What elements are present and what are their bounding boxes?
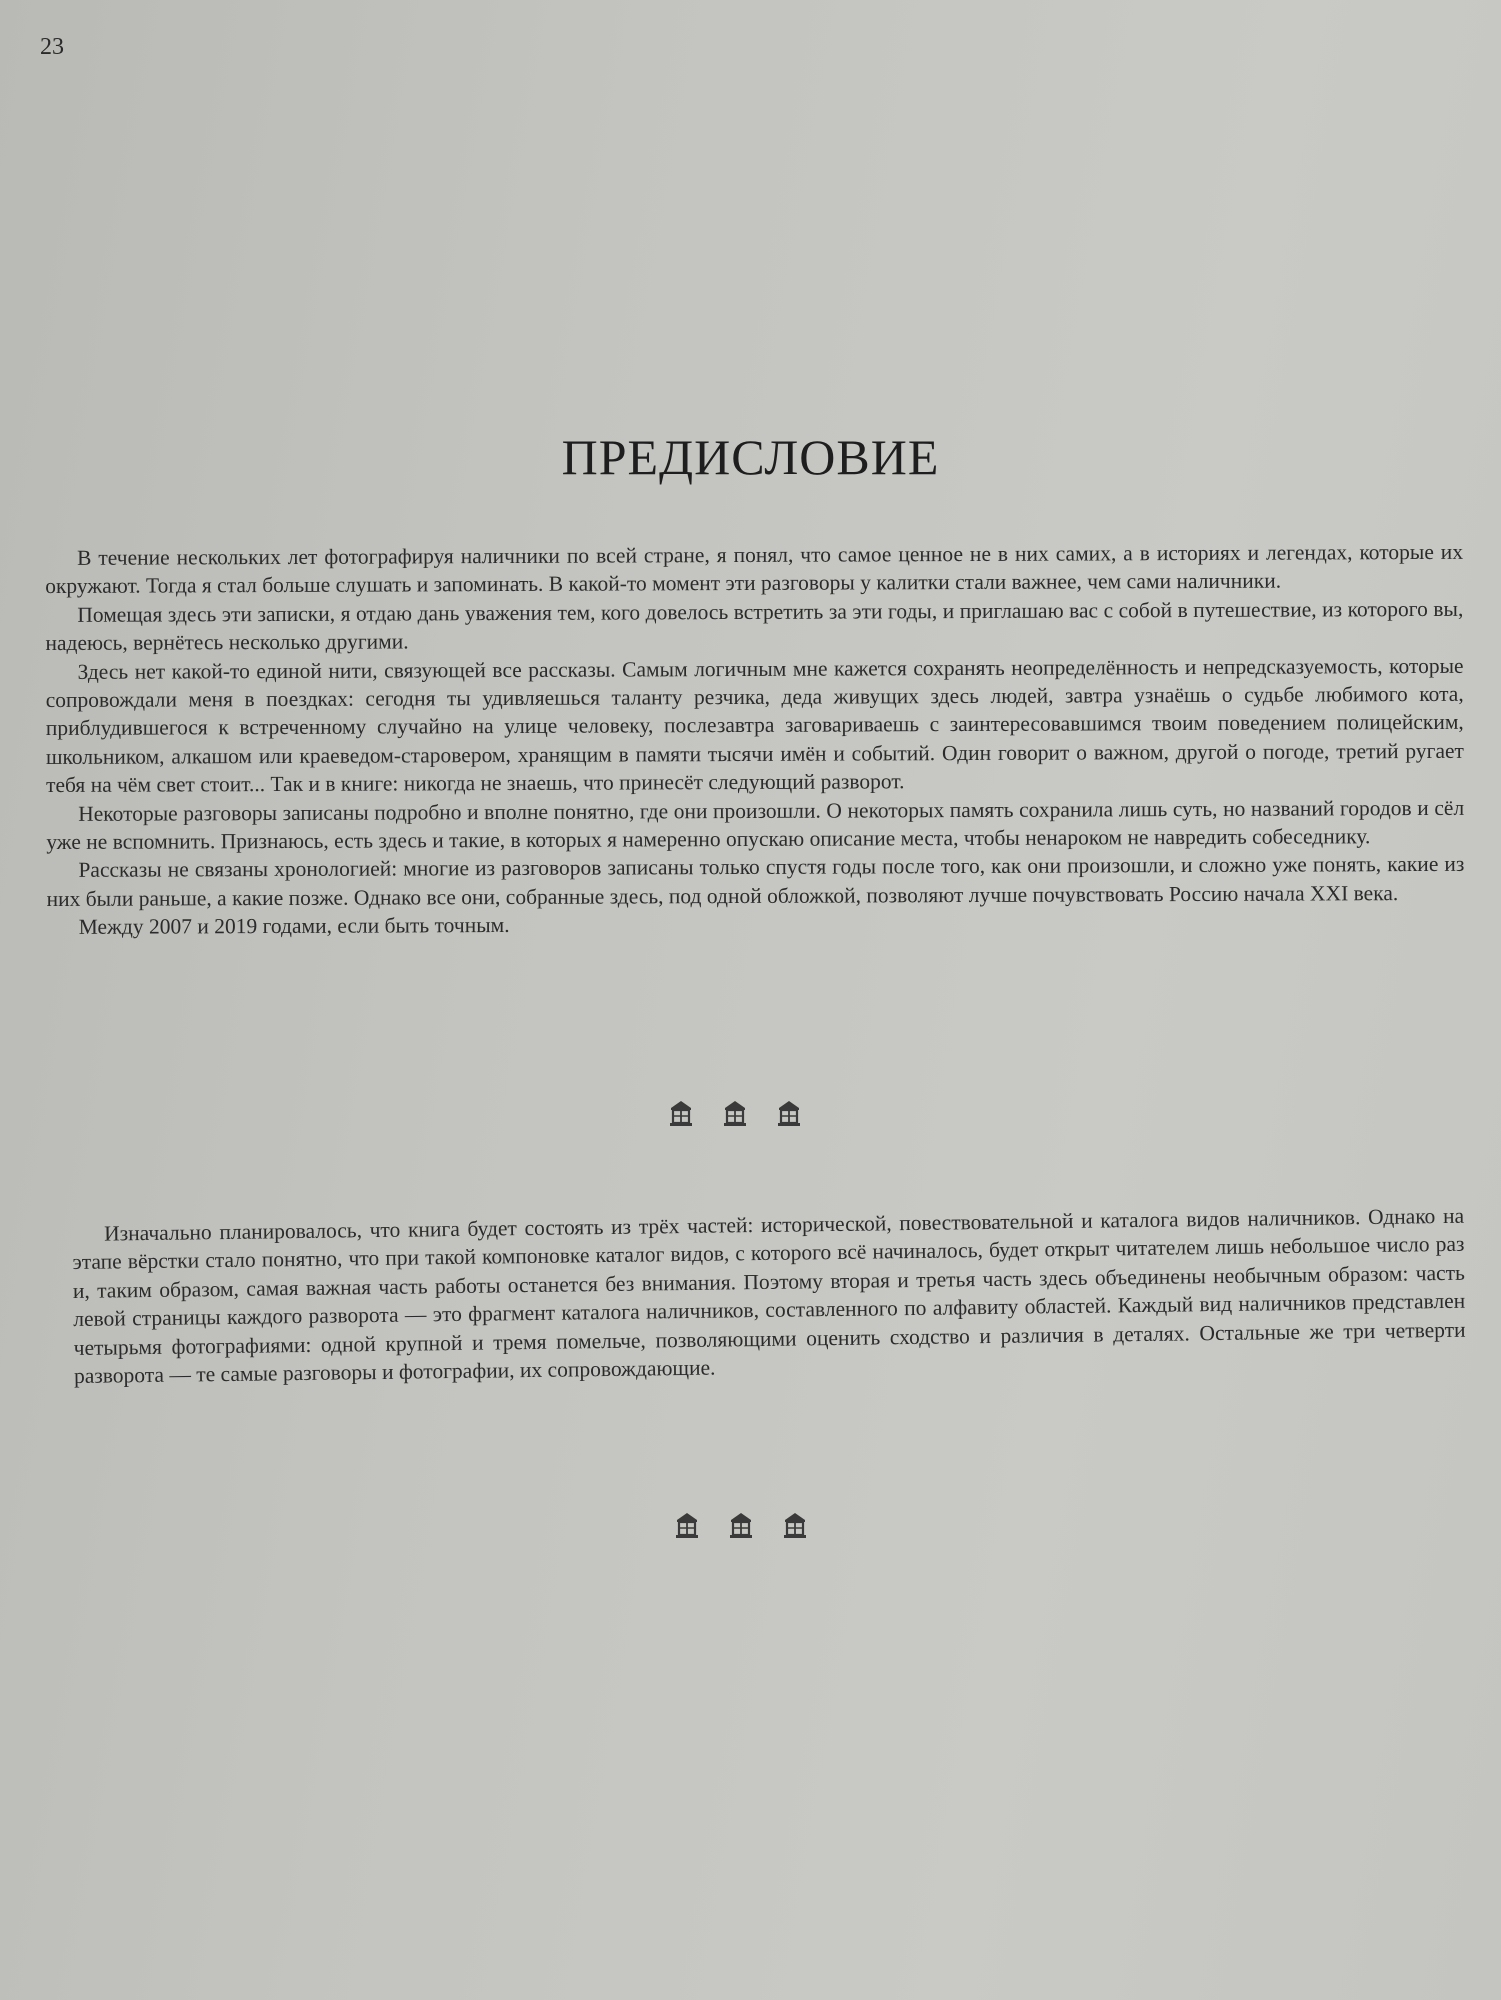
window-frame-icon: [783, 1512, 807, 1538]
paragraph: Помещая здесь эти записки, я отдаю дань уважения тем, кого довелось встретить за эти годы, и приглашаю вас с собой в путешествие, из которого вы, надеюсь, вернётесь несколько другими.: [45, 596, 1464, 656]
section-divider: [0, 1100, 1485, 1126]
page-title: ПРЕДИСЛОВИЕ: [561, 429, 940, 485]
paragraph: Между 2007 и 2019 годами, если быть точным.: [78, 913, 510, 940]
window-frame-icon: [723, 1100, 747, 1126]
paragraph: Здесь нет какой-то единой нити, связующей все рассказы. Самым логичным мне кажется сохранять неопределённость и непредсказуемость, которые сопровождали меня в поездках: сегодня ты удивляешься таланту резчика, деда живущих здесь людей, завтра узнаёшь о судьбе любимого кота, приблудившегося к встреченному случайно на улице человеку, послезавтра заговариваешь с заинтересовавшимся твоим поведением полицейским, школьником, алкашом или краеведом-старовером, хранящим в памяти тысячи имён и событий. Один говорит о важном, другой о погоде, третий ругает тебя на чём свет стоит... Так и в книге: никогда не знаешь, что принесёт следующий разворот.: [45, 653, 1464, 798]
window-frame-icon: [675, 1512, 699, 1538]
section-divider: [0, 1512, 1491, 1538]
paragraph: Рассказы не связаны хронологией: многие из разговоров записаны только спустя годы после того, как они произошли, и сложно уже понять, какие из них были раньше, а какие позже. Однако все они, собранные здесь, под одной обложкой, позволяют лучше почувствовать Россию начала XXI века.: [46, 852, 1465, 911]
paragraph: В течение нескольких лет фотографируя наличники по всей стране, я понял, что самое ценное не в них самих, а в историях и легендах, которые их окружают. Тогда я стал больше слушать и запоминать. В какой-то момент эти разговоры у калитки стали важнее, чем сами наличники.: [45, 539, 1464, 599]
window-frame-icon: [729, 1512, 753, 1538]
paragraph: Некоторые разговоры записаны подробно и вполне понятно, где они произошли. О некоторых память сохранила лишь суть, но названий городов и сёл уже не вспомнить. Признаюсь, есть здесь и такие, в которых я намеренно опускаю описание места, чтобы ненароком не навредить собеседнику.: [46, 795, 1465, 855]
window-frame-icon: [669, 1100, 693, 1126]
paragraph: Изначально планировалось, что книга будет состоять из трёх частей: исторической, повествовательной и каталога видов наличников. Однако на этапе вёрстки стало понятно, что при такой компоновке каталог видов, с которого всё начиналось, будет открыт читателем лишь небольшое число раз и, таким образом, самая важная часть работы останется без внимания. Поэтому вторая и третья часть здесь объединены необычным образом: часть левой страницы каждого разворота — это фрагмент каталога наличников, составленного по алфавиту областей. Каждый вид наличников представлен четырьмя фотографиями: одной крупной и тремя помельче, позволяющими оценить сходство и различия в деталях. Остальные же три четверти разворота — те самые разговоры и фотографии, их сопровождающие.: [72, 1203, 1466, 1389]
window-frame-icon: [777, 1100, 801, 1126]
preface-text: [45, 538, 1465, 942]
page-number: 23: [40, 34, 64, 60]
book-structure-text: [72, 1202, 1466, 1391]
